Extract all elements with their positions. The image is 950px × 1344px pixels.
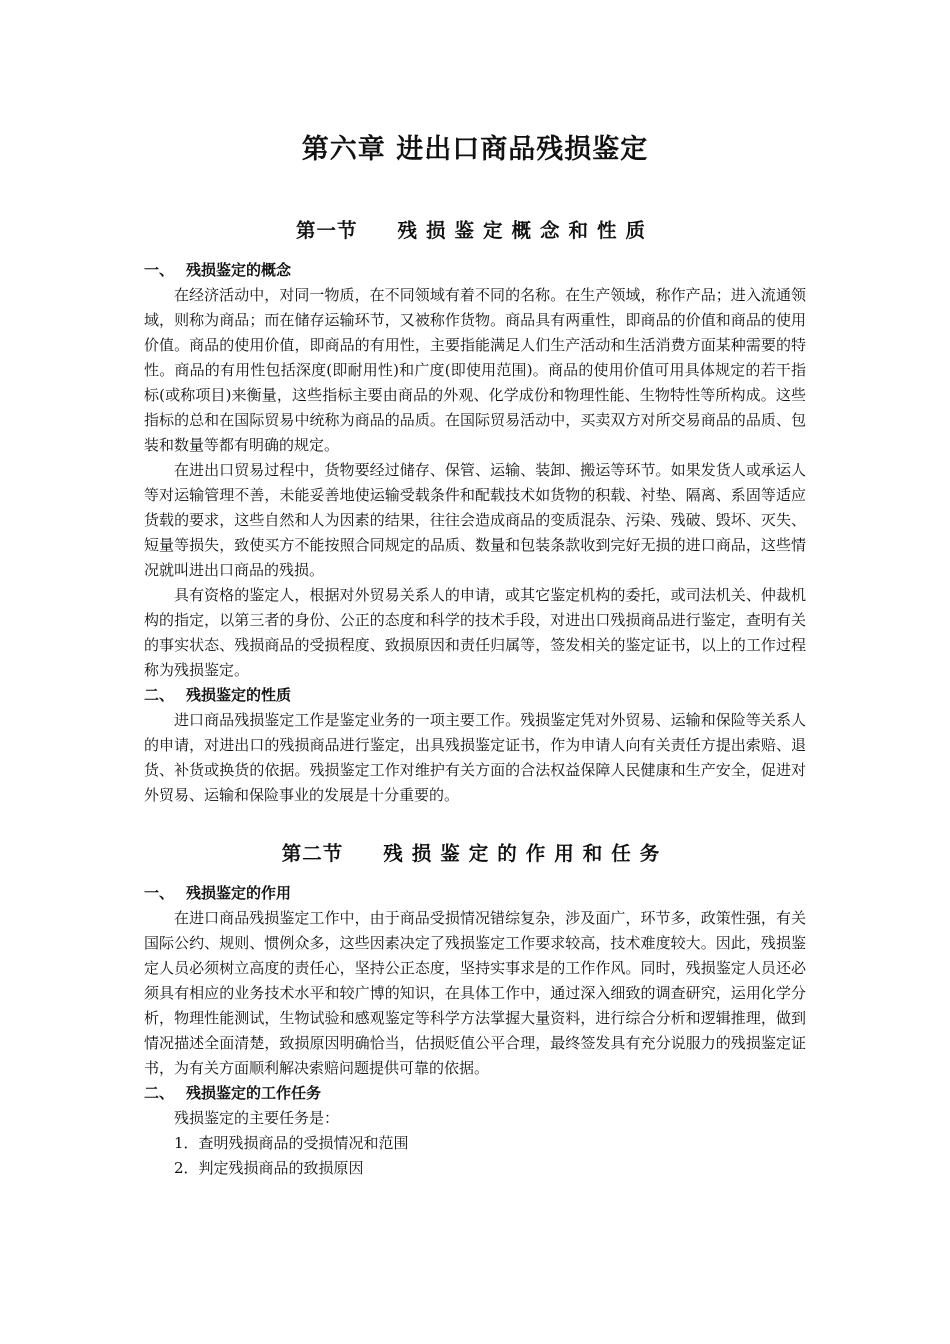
paragraph: 在进口商品残损鉴定工作中，由于商品受损情况错综复杂，涉及面广，环节多，政策性强，有关国际公约、规则、惯例众多，这些因素决定了残损鉴定工作要求较高，技术难度较大。因此，残损鉴定人员必须树立高度的责任心，坚持公正态度，坚持实事求是的工作作风。同时，残损鉴定人员还必须具有相应的业务技术水平和较广博的知识，在具体工作中，通过深入细致的调查研究，运用化学分析，物理性能测试，生物试验和感观鉴定等科学方法掌握大量资料，进行综合分析和逻辑推理，做到情况描述全面清楚，致损原因明确恰当，估损贬值公平合理，最终签发具有充分说服力的残损鉴定证书，为有关方面顺利解决索赔问题提供可靠的依据。 xyxy=(144,909,806,1077)
chapter-title: 第六章 进出口商品残损鉴定 xyxy=(301,134,649,165)
section-1 xyxy=(144,216,806,808)
heading-number: 二、 xyxy=(144,1084,175,1102)
section-2-part-1-heading xyxy=(144,881,806,906)
section-2 xyxy=(144,839,806,1181)
section-2-heading: 残损鉴定的作用和任务 xyxy=(383,842,669,865)
paragraph: 具有资格的鉴定人，根据对外贸易关系人的申请，或其它鉴定机构的委托，或司法机关、仲裁机构的指定，以第三者的身份、公正的态度和科学的技术手段，对进出口残损商品进行鉴定，查明有关的事实状态、残损商品的受损程度、致损原因和责任归属等，签发相关的鉴定证书，以上的工作过程称为残损鉴定。 xyxy=(144,586,806,679)
paragraph: 进口商品残损鉴定工作是鉴定业务的一项主要工作。残损鉴定凭对外贸易、运输和保险等关系人的申请，对进出口的残损商品进行鉴定，出具残损鉴定证书，作为申请人向有关责任方提出索赔、退货、补货或换货的依据。残损鉴定工作对维护有关方面的合法权益保障人民健康和生产安全，促进对外贸易、运输和保险事业的发展是十分重要的。 xyxy=(144,711,806,804)
heading-number: 二、 xyxy=(144,686,175,704)
section-1-heading: 残损鉴定概念和性质 xyxy=(397,219,655,242)
task-item: 2．判定残损商品的致损原因 xyxy=(174,1159,364,1177)
document-page xyxy=(144,130,806,1181)
heading-text: 残损鉴定的概念 xyxy=(186,261,292,279)
heading-text: 残损鉴定的性质 xyxy=(186,686,292,704)
section-1-part-2-heading xyxy=(144,683,806,708)
section-1-label: 第一节 xyxy=(295,219,358,242)
task-intro: 残损鉴定的主要任务是： xyxy=(174,1109,340,1127)
heading-text: 残损鉴定的作用 xyxy=(186,884,292,902)
heading-text: 残损鉴定的工作任务 xyxy=(186,1084,322,1102)
section-2-label: 第二节 xyxy=(281,842,344,865)
paragraph: 在进出口贸易过程中，货物要经过储存、保管、运输、装卸、搬运等环节。如果发货人或承运人等对运输管理不善，未能妥善地使运输受载条件和配载技术如货物的积载、衬垫、隔离、系固等适应货载的要求，这些自然和人为因素的结果，往往会造成商品的变质混杂、污染、残破、毁坏、灭失、短量等损失，致使买方不能按照合同规定的品质、数量和包装条款收到完好无损的进口商品，这些情况就叫进出口商品的残损。 xyxy=(144,461,806,579)
heading-number: 一、 xyxy=(144,261,175,279)
section-1-title xyxy=(144,216,806,246)
section-2-title xyxy=(144,839,806,869)
section-2-part-2-heading xyxy=(144,1081,806,1106)
section-1-part-1-heading xyxy=(144,258,806,283)
task-item: 1．查明残损商品的受损情况和范围 xyxy=(174,1134,409,1152)
heading-number: 一、 xyxy=(144,884,175,902)
paragraph: 在经济活动中，对同一物质，在不同领域有着不同的名称。在生产领域，称作产品；进入流通领域，则称为商品；而在储存运输环节，又被称作货物。商品具有两重性，即商品的价值和商品的使用价值。商品的使用价值，即商品的有用性，主要指能满足人们生产活动和生活消费方面某种需要的特性。商品的有用性包括深度(即耐用性)和广度(即使用范围)。商品的使用价值可用具体规定的若干指标(或称项目)来衡量，这些指标主要由商品的外观、化学成份和物理性能、生物特性等所构成。这些指标的总和在国际贸易中统称为商品的品质。在国际贸易活动中，买卖双方对所交易商品的品质、包装和数量等都有明确的规定。 xyxy=(144,286,806,454)
